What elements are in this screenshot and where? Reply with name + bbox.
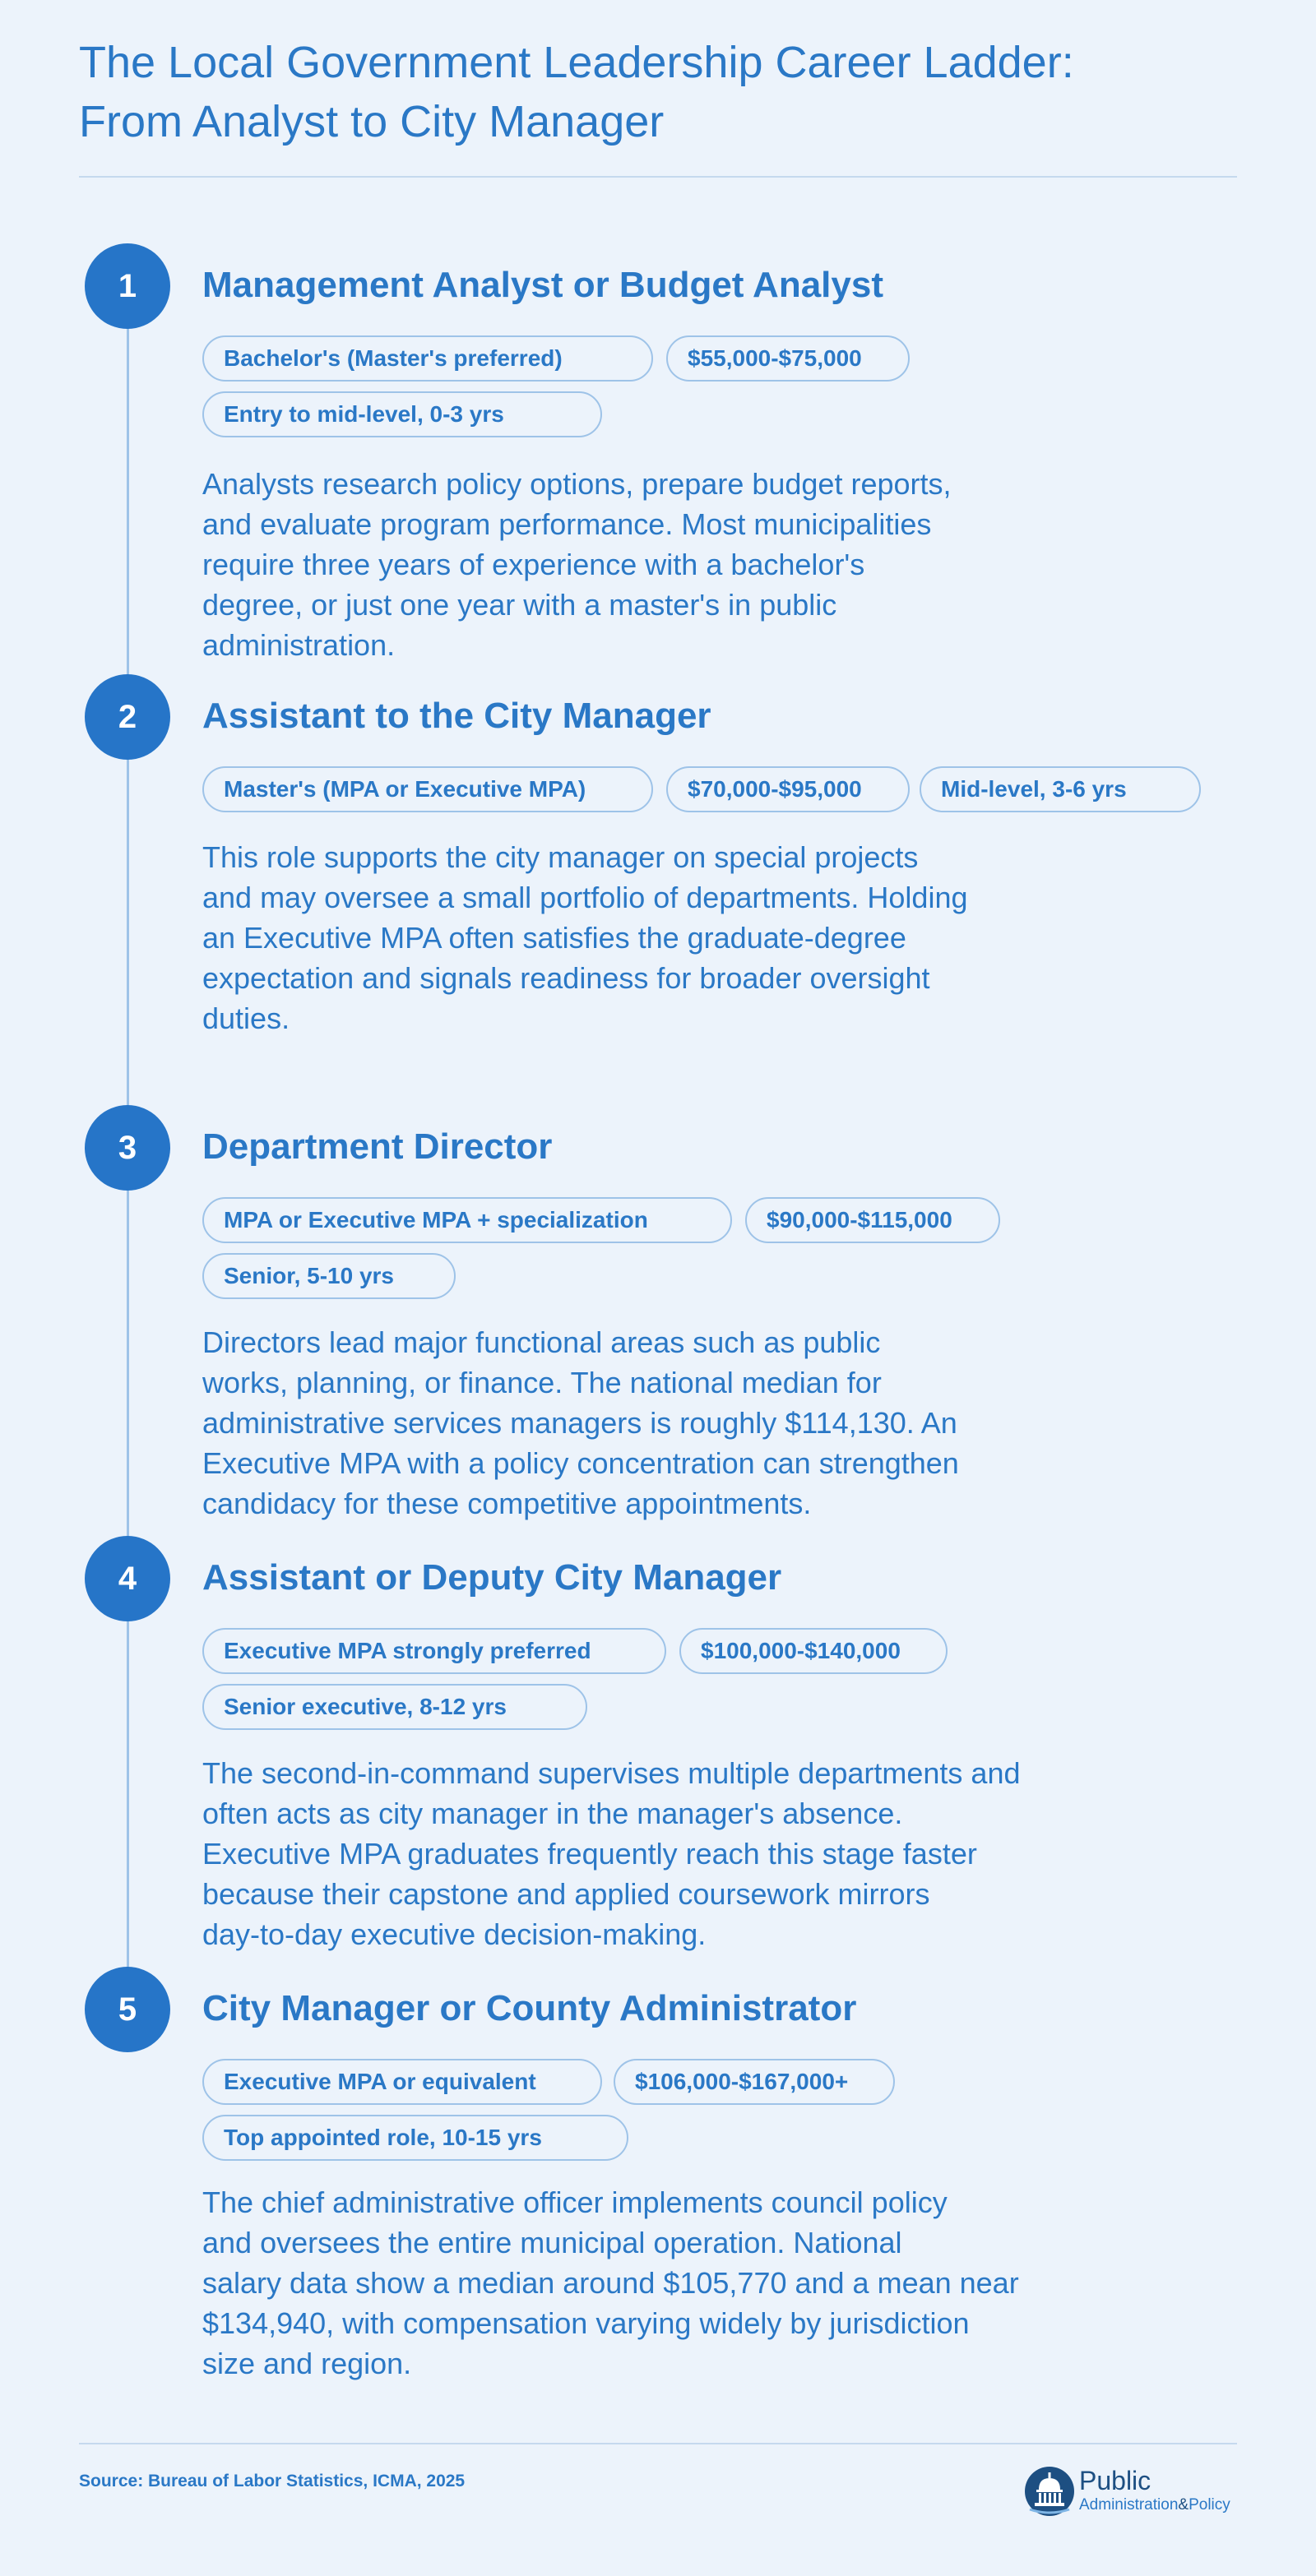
- step-description: [202, 1753, 1107, 1954]
- publisher-logo: [1023, 2465, 1237, 2518]
- description-line: because their capstone and applied coursework mirrors: [202, 1877, 930, 1911]
- page-title: [79, 33, 1148, 151]
- experience-tag: Top appointed role, 10-15 yrs: [202, 2115, 628, 2161]
- description-line: often acts as city manager in the manager's absence.: [202, 1797, 903, 1830]
- education-tag: Executive MPA or equivalent: [202, 2059, 602, 2105]
- step-title: Assistant to the City Manager: [202, 696, 711, 736]
- page-title-line-1: The Local Government Leadership Career Ladder:: [79, 38, 1074, 87]
- footer-divider: [79, 2443, 1237, 2444]
- description-line: an Executive MPA often satisfies the graduate-degree: [202, 921, 906, 955]
- description-line: Directors lead major functional areas such as public: [202, 1325, 881, 1359]
- description-line: size and region.: [202, 2347, 412, 2380]
- experience-tag: Senior executive, 8-12 yrs: [202, 1684, 587, 1730]
- experience-tag: Senior, 5-10 yrs: [202, 1253, 456, 1299]
- source-citation: Source: Bureau of Labor Statistics, ICMA, 2025: [79, 2472, 466, 2490]
- education-tag: Master's (MPA or Executive MPA): [202, 766, 653, 812]
- education-tag: Bachelor's (Master's preferred): [202, 335, 653, 382]
- description-line: degree, or just one year with a master's in public: [202, 588, 837, 622]
- logo-word-administration: Administration: [1079, 2496, 1179, 2514]
- header-divider: [79, 176, 1237, 178]
- logo-wordmark-public: Public: [1079, 2466, 1152, 2495]
- description-line: Executive MPA graduates frequently reach this stage faster: [202, 1837, 977, 1871]
- step-description: [202, 464, 1107, 665]
- description-line: Analysts research policy options, prepare budget reports,: [202, 467, 952, 501]
- step-description: [202, 2182, 1107, 2384]
- step-number-badge: 4: [85, 1536, 170, 1621]
- step-title: Department Director: [202, 1126, 553, 1167]
- description-line: This role supports the city manager on special projects: [202, 840, 919, 874]
- step-title: Assistant or Deputy City Manager: [202, 1557, 782, 1598]
- description-line: works, planning, or finance. The national median for: [202, 1366, 882, 1399]
- description-line: and oversees the entire municipal operation. National: [202, 2226, 902, 2259]
- salary-tag: $55,000-$75,000: [666, 335, 910, 382]
- step-number-badge: 5: [85, 1967, 170, 2052]
- description-line: administrative services managers is roughly $114,130. An: [202, 1406, 957, 1440]
- step-description: [202, 837, 1107, 1038]
- experience-tag: Entry to mid-level, 0-3 yrs: [202, 391, 602, 437]
- description-line: expectation and signals readiness for broader oversight: [202, 961, 930, 995]
- logo-ampersand: &: [1178, 2496, 1189, 2514]
- step-number-badge: 2: [85, 674, 170, 760]
- salary-tag: $106,000-$167,000+: [614, 2059, 895, 2105]
- description-line: salary data show a median around $105,770 and a mean near: [202, 2266, 1019, 2300]
- salary-tag: $70,000-$95,000: [666, 766, 910, 812]
- step-title: Management Analyst or Budget Analyst: [202, 265, 883, 305]
- description-line: The second-in-command supervises multiple departments and: [202, 1756, 1021, 1790]
- education-tag: Executive MPA strongly preferred: [202, 1628, 666, 1674]
- step-title: City Manager or County Administrator: [202, 1988, 857, 2028]
- description-line: and may oversee a small portfolio of departments. Holding: [202, 881, 968, 914]
- page-title-line-2: From Analyst to City Manager: [79, 97, 665, 146]
- description-line: candidacy for these competitive appointments.: [202, 1487, 812, 1520]
- salary-tag: $90,000-$115,000: [745, 1197, 1000, 1243]
- description-line: administration.: [202, 628, 396, 662]
- description-line: $134,940, with compensation varying widely by jurisdiction: [202, 2306, 970, 2340]
- capitol-dome-icon: [1023, 2465, 1076, 2518]
- experience-tag: Mid-level, 3-6 yrs: [920, 766, 1201, 812]
- step-number-badge: 1: [85, 243, 170, 329]
- salary-tag: $100,000-$140,000: [679, 1628, 948, 1674]
- education-tag: MPA or Executive MPA + specialization: [202, 1197, 732, 1243]
- description-line: require three years of experience with a bachelor's: [202, 548, 865, 581]
- step-number-badge: 3: [85, 1105, 170, 1191]
- logo-wordmark-subtitle: [1079, 2496, 1230, 2514]
- description-line: and evaluate program performance. Most municipalities: [202, 507, 932, 541]
- step-description: [202, 1322, 1107, 1524]
- logo-word-policy: Policy: [1189, 2496, 1230, 2514]
- description-line: Executive MPA with a policy concentration can strengthen: [202, 1446, 959, 1480]
- description-line: The chief administrative officer implements council policy: [202, 2185, 948, 2219]
- description-line: duties.: [202, 1001, 290, 1035]
- description-line: day-to-day executive decision-making.: [202, 1917, 707, 1951]
